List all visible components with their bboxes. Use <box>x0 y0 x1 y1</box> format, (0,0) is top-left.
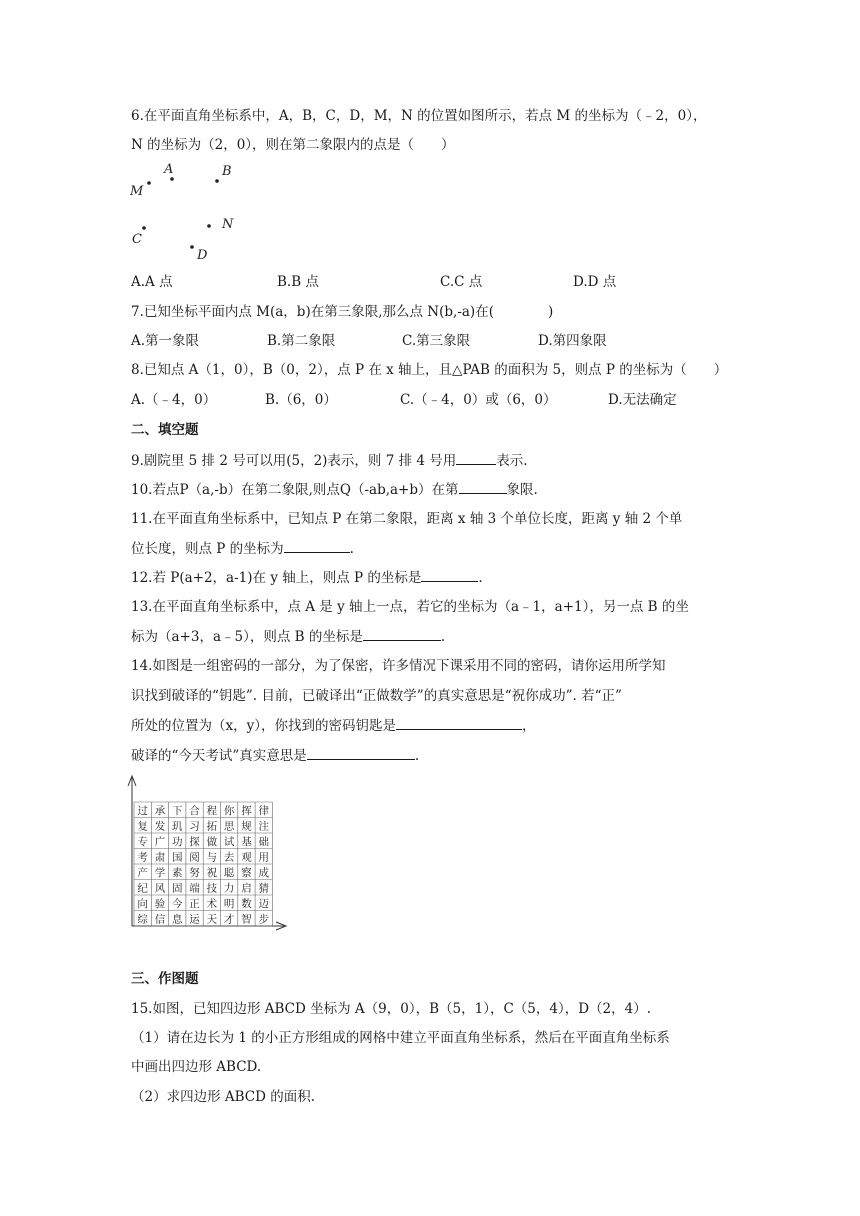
grid-char: 基 <box>241 835 252 848</box>
grid-char: 素 <box>172 866 183 879</box>
q7-option-d: D.第四象限 <box>538 333 607 349</box>
grid-char: 正 <box>189 897 200 910</box>
grid-char: 习 <box>189 820 200 833</box>
q11-answer-blank[interactable] <box>284 538 350 553</box>
q14-text-c: 破译的“今天考试”真实意思是 <box>131 748 307 764</box>
grid-char: 启 <box>241 882 252 895</box>
section-heading-drawing: 三、作图题 <box>131 971 199 987</box>
grid-char: 础 <box>258 835 269 848</box>
grid-char: 合 <box>189 804 200 817</box>
grid-char: 功 <box>172 835 183 848</box>
grid-char: 成 <box>258 866 269 879</box>
grid-char: 术 <box>206 897 218 910</box>
grid-char: 规 <box>241 820 252 833</box>
grid-char: 息 <box>172 913 183 926</box>
grid-char: 下 <box>172 804 183 817</box>
grid-char: 国 <box>172 851 183 864</box>
q14-line1: 14.如图是一组密码的一部分，为了保密，许多情况下课采用不同的密码，请你运用所学知 <box>131 658 666 674</box>
grid-char: 拓 <box>206 820 218 833</box>
point-d-dot <box>190 245 194 249</box>
q8-option-a: A.（﹣4，0） <box>131 392 217 408</box>
q9-text-b: 表示. <box>496 453 528 469</box>
section-heading-fill-in: 二、填空题 <box>131 422 199 438</box>
grid-char: 信 <box>154 913 166 926</box>
q6-point-figure <box>128 158 248 266</box>
q13-line1: 13.在平面直角坐标系中，点 A 是 y 轴上一点，若它的坐标为（a﹣1，a+1），另一点 B 的坐 <box>131 599 689 615</box>
grid-char: 聪 <box>223 866 235 879</box>
grid-char: 阅 <box>189 851 200 864</box>
q14-text-b: ， <box>522 718 536 734</box>
grid-char: 发 <box>154 820 166 833</box>
q11-text-a: 位长度，则点 P 的坐标为 <box>131 541 284 557</box>
grid-char: 玑 <box>172 820 183 833</box>
q10-answer-blank[interactable] <box>459 479 507 494</box>
grid-char: 产 <box>137 866 148 879</box>
grid-char: 步 <box>258 913 269 926</box>
q8-option-d: D.无法确定 <box>608 392 677 408</box>
grid-char: 承 <box>154 804 166 817</box>
grid-char: 你 <box>223 804 235 817</box>
q14-line2: 识找到破译的“钥匙”. 目前，已破译出“正做数学”的真实意思是“祝你成功”. 若“正” <box>131 688 622 704</box>
q6-option-c: C.C 点 <box>440 274 483 290</box>
grid-char: 广 <box>154 835 166 848</box>
grid-char: 数 <box>241 897 252 910</box>
point-a-label: A <box>164 162 174 177</box>
q10-text-b: 象限. <box>506 482 538 498</box>
grid-char: 观 <box>241 851 252 864</box>
q9-text <box>131 450 528 471</box>
grid-char: 智 <box>241 913 252 926</box>
q6-stem-line1: 6.在平面直角坐标系中，A，B，C，D，M，N 的位置如图所示，若点 M 的坐标为（﹣2，0）， <box>131 108 707 124</box>
q13-line2 <box>131 626 445 647</box>
q12-text-b: . <box>478 570 483 586</box>
grid-char: 探 <box>189 835 200 848</box>
point-m-dot <box>147 181 151 185</box>
point-c-label: C <box>132 232 142 247</box>
q13-text-a: 标为（a+3，a﹣5），则点 B 的坐标是 <box>131 629 363 645</box>
point-m-label: M <box>130 184 144 199</box>
grid-char: 迈 <box>258 897 269 910</box>
q7-option-c: C.第三象限 <box>402 333 471 349</box>
point-b-dot <box>215 179 219 183</box>
point-a-dot <box>170 177 174 181</box>
grid-char: 律 <box>258 804 269 817</box>
grid-char: 风 <box>154 882 166 895</box>
q11-text-b: . <box>349 541 354 557</box>
grid-char: 固 <box>172 882 183 895</box>
grid-char: 试 <box>223 835 235 848</box>
point-n-dot <box>207 224 211 228</box>
grid-char: 明 <box>223 897 235 910</box>
q14-line4 <box>131 745 419 766</box>
grid-char: 与 <box>206 851 218 864</box>
q6-option-a: A.A 点 <box>131 274 173 290</box>
point-c-dot <box>142 226 146 230</box>
q6-stem-line2: N 的坐标为（2，0），则在第二象限内的点是（ ） <box>131 137 455 153</box>
q7-stem: 7.已知坐标平面内点 M(a，b)在第三象限,那么点 N(b,-a)在( ) <box>131 304 554 320</box>
q15-line3: 中画出四边形 ABCD. <box>131 1059 262 1075</box>
grid-char: 端 <box>189 882 200 895</box>
grid-char: 才 <box>223 913 235 926</box>
grid-char: 力 <box>223 882 235 895</box>
point-n-label: N <box>222 217 234 232</box>
point-b-label: B <box>222 164 232 179</box>
q15-line2: （1）请在边长为 1 的小正方形组成的网格中建立平面直角坐标系，然后在平面直角坐标系 <box>131 1030 670 1046</box>
grid-char: 祝 <box>206 866 218 879</box>
q12-answer-blank[interactable] <box>421 567 478 582</box>
q13-text-b: . <box>440 629 446 645</box>
grid-char: 注 <box>258 820 269 833</box>
grid-char: 去 <box>223 851 235 864</box>
grid-char: 技 <box>206 882 218 895</box>
grid-char: 考 <box>137 851 148 864</box>
q10-text <box>131 479 538 500</box>
q14-text-a: 所处的位置为（x，y），你找到的密码钥匙是 <box>131 718 396 734</box>
grid-char: 察 <box>241 866 252 879</box>
grid-char: 今 <box>172 897 183 910</box>
q7-option-a: A.第一象限 <box>131 333 200 349</box>
q14-line3 <box>131 715 536 736</box>
q12-text-a: 12.若 P(a+2，a-1)在 y 轴上，则点 P 的坐标是 <box>131 570 422 586</box>
q7-option-b: B.第二象限 <box>267 333 336 349</box>
q14-meaning-blank[interactable] <box>307 745 415 760</box>
grid-char: 综 <box>137 913 148 926</box>
grid-char: 验 <box>154 897 166 910</box>
grid-char: 思 <box>223 820 235 833</box>
q6-option-d: D.D 点 <box>573 274 617 290</box>
grid-char: 程 <box>206 804 218 817</box>
q15-line1: 15.如图，已知四边形 ABCD 坐标为 A（9，0），B（5，1），C（5，4），D（2，4）. <box>131 1001 651 1017</box>
grid-char: 向 <box>137 897 148 910</box>
q14-key-blank[interactable] <box>396 715 522 730</box>
grid-char: 努 <box>189 866 200 879</box>
grid-char: 挥 <box>241 804 252 817</box>
q8-option-b: B.（6，0） <box>265 392 337 408</box>
grid-char: 运 <box>189 913 200 926</box>
grid-char: 用 <box>258 851 269 864</box>
q13-answer-blank[interactable] <box>363 626 441 641</box>
grid-char: 专 <box>137 835 148 848</box>
q14-text-d: . <box>414 748 420 764</box>
q6-option-b: B.B 点 <box>277 274 319 290</box>
q12-text <box>131 567 483 588</box>
q15-line4: （2）求四边形 ABCD 的面积. <box>131 1089 316 1105</box>
q14-cipher-grid <box>124 770 290 932</box>
grid-char: 天 <box>206 913 218 926</box>
q10-text-a: 10.若点P（a,-b）在第二象限,则点Q（-ab,a+b）在第 <box>131 482 459 498</box>
grid-char: 复 <box>137 820 148 833</box>
q11-line1: 11.在平面直角坐标系中，已知点 P 在第二象限，距离 x 轴 3 个单位长度，距离 y 轴 2 个单 <box>131 511 683 527</box>
q9-answer-blank[interactable] <box>456 450 496 465</box>
grid-char: 过 <box>137 804 148 817</box>
q9-text-a: 9.剧院里 5 排 2 号可以用(5，2)表示，则 7 排 4 号用 <box>131 453 457 469</box>
q8-stem: 8.已知点 A（1，0），B（0，2），点 P 在 x 轴上，且△PAB 的面积为 5，则点 P 的坐标为（ ） <box>131 362 728 378</box>
grid-char: 学 <box>154 866 166 879</box>
grid-char: 做 <box>206 835 218 848</box>
grid-char: 肃 <box>154 851 166 864</box>
grid-char: 纪 <box>137 882 148 895</box>
point-d-label: D <box>197 248 208 263</box>
q11-line2 <box>131 538 354 559</box>
q8-option-c: C.（﹣4，0）或（6，0） <box>400 392 557 408</box>
grid-char: 猜 <box>258 882 269 895</box>
